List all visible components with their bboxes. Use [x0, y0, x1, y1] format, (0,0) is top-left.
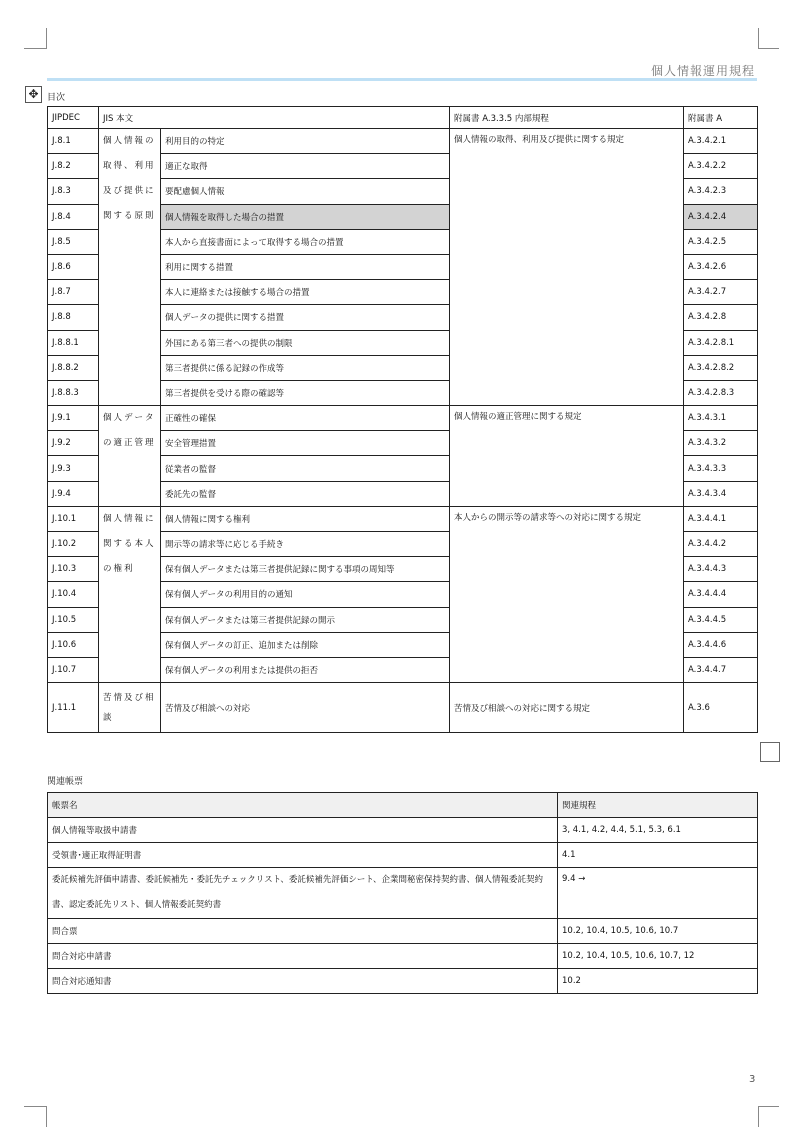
toc-item: 安全管理措置	[161, 431, 450, 456]
page-header-title: 個人情報運用規程	[650, 64, 755, 78]
form-related: 10.2	[558, 969, 758, 994]
toc-code: J.8.1	[48, 129, 99, 154]
toc-ref: A.3.4.3.3	[684, 456, 758, 481]
toc-ref: A.3.4.4.5	[684, 607, 758, 632]
related-forms-label: 関連帳票	[47, 777, 84, 787]
toc-item: 保有個人データの訂正、追加または削除	[161, 632, 450, 657]
form-related: 10.2, 10.4, 10.5, 10.6, 10.7, 12	[558, 944, 758, 969]
crop-mark-bottom-right	[758, 1106, 779, 1127]
toc-regulation: 苦情及び相談への対応に関する規定	[450, 683, 684, 733]
toc-label: 目次	[47, 93, 66, 103]
toc-ref: A.3.4.4.2	[684, 532, 758, 557]
toc-item: 個人情報に関する権利	[161, 506, 450, 531]
table-row	[48, 919, 758, 944]
toc-item: 要配慮個人情報	[161, 179, 450, 204]
toc-ref: A.3.4.2.5	[684, 229, 758, 254]
toc-item: 第三者提供に係る記録の作成等	[161, 355, 450, 380]
toc-item: 開示等の請求等に応じる手続き	[161, 532, 450, 557]
crop-mark-top-right	[758, 28, 779, 49]
toc-item: 適正な取得	[161, 154, 450, 179]
crop-mark-bottom-left	[24, 1106, 47, 1127]
toc-ref: A.3.4.3.4	[684, 481, 758, 506]
toc-code: J.9.1	[48, 406, 99, 431]
header-related-rules: 関連規程	[558, 793, 758, 818]
header-annex-a: 附属書 A	[684, 107, 758, 129]
page-number: 3	[749, 1074, 756, 1085]
table-move-handle-icon[interactable]: ✥	[25, 86, 42, 103]
toc-code: J.9.4	[48, 481, 99, 506]
table-row	[48, 969, 758, 994]
form-related: 4.1	[558, 843, 758, 868]
toc-code: J.10.2	[48, 532, 99, 557]
toc-item: 委託先の監督	[161, 481, 450, 506]
toc-regulation: 個人情報の適正管理に関する規定	[450, 406, 684, 507]
toc-code: J.8.3	[48, 179, 99, 204]
toc-code: J.10.7	[48, 657, 99, 682]
toc-code: J.10.1	[48, 506, 99, 531]
toc-category: 個人情報に関する本人の権利	[99, 506, 161, 682]
toc-ref: A.3.4.3.2	[684, 431, 758, 456]
toc-item: 保有個人データの利用または提供の拒否	[161, 657, 450, 682]
toc-ref: A.3.4.2.8.3	[684, 380, 758, 405]
toc-ref: A.3.4.2.6	[684, 254, 758, 279]
toc-item: 第三者提供を受ける際の確認等	[161, 380, 450, 405]
toc-item: 本人から直接書面によって取得する場合の措置	[161, 229, 450, 254]
toc-code: J.8.2	[48, 154, 99, 179]
toc-item: 保有個人データの利用目的の通知	[161, 582, 450, 607]
toc-code: J.10.4	[48, 582, 99, 607]
table-row	[48, 868, 758, 919]
toc-code: J.10.5	[48, 607, 99, 632]
toc-category: 個人データの適正管理	[99, 406, 161, 507]
toc-code: J.8.5	[48, 229, 99, 254]
toc-code: J.9.3	[48, 456, 99, 481]
toc-ref: A.3.4.4.1	[684, 506, 758, 531]
related-forms-table	[47, 792, 758, 994]
text-box-placeholder[interactable]	[760, 742, 780, 762]
crop-mark-top-left	[24, 28, 47, 49]
toc-item: 苦情及び相談への対応	[161, 683, 450, 733]
toc-item: 個人データの提供に関する措置	[161, 305, 450, 330]
toc-table	[47, 106, 758, 733]
form-name: 委託候補先評価申請書、委託候補先・委託先チェックリスト、委託候補先評価シート、企業間秘密保持契約書、個人情報委託契約書、認定委託先リスト、個人情報委託契約書	[48, 868, 558, 919]
toc-code: J.8.8.2	[48, 355, 99, 380]
header-form-name: 帳票名	[48, 793, 558, 818]
toc-code: J.8.6	[48, 254, 99, 279]
toc-item: 正確性の確保	[161, 406, 450, 431]
toc-ref: A.3.4.3.1	[684, 406, 758, 431]
form-related: 9.4 →	[558, 868, 758, 919]
form-name: 問合対応申請書	[48, 944, 558, 969]
table-row	[48, 944, 758, 969]
toc-category: 個人情報の取得、利用及び提供に関する原則	[99, 129, 161, 406]
toc-item: 本人に連絡または接触する場合の措置	[161, 280, 450, 305]
toc-header-row	[48, 107, 758, 129]
toc-ref: A.3.4.4.4	[684, 582, 758, 607]
toc-ref: A.3.4.2.4	[684, 204, 758, 229]
toc-ref: A.3.4.2.7	[684, 280, 758, 305]
toc-item: 保有個人データまたは第三者提供記録の開示	[161, 607, 450, 632]
table-row	[48, 406, 758, 431]
table-row	[48, 506, 758, 531]
table-row	[48, 818, 758, 843]
header-rule	[47, 78, 757, 81]
table-row	[48, 843, 758, 868]
toc-regulation: 本人からの開示等の請求等への対応に関する規定	[450, 506, 684, 682]
toc-code: J.8.8.3	[48, 380, 99, 405]
table-row	[48, 683, 758, 733]
toc-code: J.8.7	[48, 280, 99, 305]
toc-item: 利用に関する措置	[161, 254, 450, 279]
table-row	[48, 129, 758, 154]
forms-header-row	[48, 793, 758, 818]
form-name: 受領書･適正取得証明書	[48, 843, 558, 868]
toc-code: J.10.3	[48, 557, 99, 582]
toc-ref: A.3.4.2.8.2	[684, 355, 758, 380]
toc-item: 保有個人データまたは第三者提供記録に関する事項の周知等	[161, 557, 450, 582]
toc-ref: A.3.4.2.3	[684, 179, 758, 204]
toc-item: 利用目的の特定	[161, 129, 450, 154]
header-jipdec: JIPDEC	[48, 107, 99, 129]
toc-ref: A.3.4.2.8	[684, 305, 758, 330]
toc-category: 苦情及び相談	[99, 683, 161, 733]
form-related: 10.2, 10.4, 10.5, 10.6, 10.7	[558, 919, 758, 944]
toc-code: J.8.8.1	[48, 330, 99, 355]
toc-code: J.9.2	[48, 431, 99, 456]
toc-ref: A.3.4.2.1	[684, 129, 758, 154]
toc-code: J.10.6	[48, 632, 99, 657]
toc-item: 外国にある第三者への提供の制限	[161, 330, 450, 355]
toc-code: J.11.1	[48, 683, 99, 733]
toc-ref: A.3.6	[684, 683, 758, 733]
toc-code: J.8.8	[48, 305, 99, 330]
form-name: 問合対応通知書	[48, 969, 558, 994]
toc-ref: A.3.4.2.8.1	[684, 330, 758, 355]
toc-ref: A.3.4.4.6	[684, 632, 758, 657]
toc-item: 従業者の監督	[161, 456, 450, 481]
toc-code: J.8.4	[48, 204, 99, 229]
toc-regulation: 個人情報の取得、利用及び提供に関する規定	[450, 129, 684, 406]
header-jis-body: JIS 本文	[99, 107, 450, 129]
toc-ref: A.3.4.4.3	[684, 557, 758, 582]
form-related: 3, 4.1, 4.2, 4.4, 5.1, 5.3, 6.1	[558, 818, 758, 843]
form-name: 個人情報等取扱申請書	[48, 818, 558, 843]
toc-item: 個人情報を取得した場合の措置	[161, 204, 450, 229]
header-internal-rules: 附属書 A.3.3.5 内部規程	[450, 107, 684, 129]
toc-ref: A.3.4.4.7	[684, 657, 758, 682]
form-name: 問合票	[48, 919, 558, 944]
toc-ref: A.3.4.2.2	[684, 154, 758, 179]
